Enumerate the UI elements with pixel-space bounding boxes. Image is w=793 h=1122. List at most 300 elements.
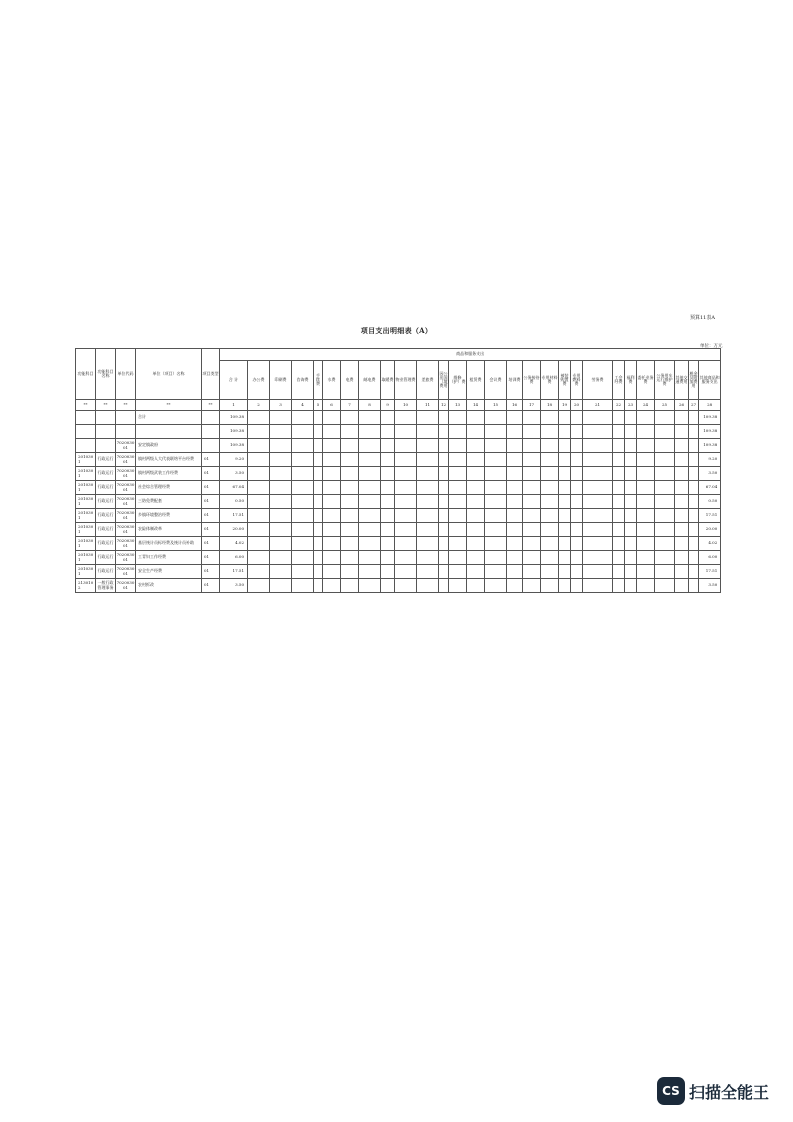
total-cell: 3.50 <box>220 579 248 593</box>
index-number-cell: 14 <box>467 400 485 411</box>
empty-cell <box>507 551 523 565</box>
index-number-cell: 23 <box>625 400 637 411</box>
empty-cell <box>359 537 381 551</box>
item-header-cell: 被装购置费 <box>559 361 571 400</box>
empty-cell <box>417 425 439 439</box>
empty-cell <box>571 509 583 523</box>
empty-cell <box>323 411 341 425</box>
project-type-cell: 01 <box>202 565 220 579</box>
table-row <box>76 453 721 467</box>
empty-cell <box>559 425 571 439</box>
empty-cell <box>507 411 523 425</box>
function-code-cell <box>76 439 96 453</box>
empty-cell <box>449 579 467 593</box>
empty-cell <box>523 565 541 579</box>
project-name-cell: 合计 <box>136 411 202 425</box>
project-name-cell: 安全生产经费 <box>136 565 202 579</box>
empty-cell <box>613 411 625 425</box>
empty-cell <box>485 509 507 523</box>
brand-logo <box>657 1077 769 1105</box>
header-cell: 单位代码 <box>116 349 136 400</box>
empty-cell <box>323 509 341 523</box>
empty-cell <box>541 537 559 551</box>
empty-cell <box>248 551 270 565</box>
empty-cell <box>467 467 485 481</box>
header-group: 商品和服务支出 <box>220 349 721 361</box>
empty-cell <box>637 425 655 439</box>
empty-cell <box>395 425 417 439</box>
function-code-cell: 2010301 <box>76 509 96 523</box>
empty-cell <box>689 425 699 439</box>
total-cell: 109.38 <box>220 439 248 453</box>
empty-cell <box>381 425 395 439</box>
empty-cell <box>625 495 637 509</box>
empty-cell <box>507 565 523 579</box>
empty-cell <box>467 481 485 495</box>
empty-cell <box>341 439 359 453</box>
empty-cell <box>270 411 292 425</box>
empty-cell <box>395 453 417 467</box>
empty-cell <box>467 453 485 467</box>
function-name-cell: 行政运行 <box>96 453 116 467</box>
empty-cell <box>341 481 359 495</box>
project-name-cell: 镇村两级武装工作经费 <box>136 467 202 481</box>
index-number-cell: 3 <box>270 400 292 411</box>
empty-cell <box>359 467 381 481</box>
empty-cell <box>559 551 571 565</box>
empty-cell <box>439 551 449 565</box>
project-name-cell: 乡镇环境整治经费 <box>136 509 202 523</box>
project-name-cell: 农险体制改革 <box>136 523 202 537</box>
item-header-cell: 印刷费 <box>270 361 292 400</box>
unit-code-cell <box>116 411 136 425</box>
empty-cell <box>689 467 699 481</box>
index-number-cell: 26 <box>675 400 689 411</box>
empty-cell <box>323 537 341 551</box>
empty-cell <box>523 411 541 425</box>
empty-cell <box>248 523 270 537</box>
empty-cell <box>541 467 559 481</box>
empty-cell <box>292 495 314 509</box>
unit-code-cell: 7020030 01 <box>116 523 136 537</box>
project-type-cell: 01 <box>202 509 220 523</box>
empty-cell <box>655 565 675 579</box>
empty-cell <box>637 467 655 481</box>
empty-cell <box>583 551 613 565</box>
empty-cell <box>583 565 613 579</box>
empty-cell <box>449 425 467 439</box>
project-type-cell: 01 <box>202 481 220 495</box>
empty-cell <box>625 481 637 495</box>
empty-cell <box>323 523 341 537</box>
empty-cell <box>449 439 467 453</box>
empty-cell <box>417 579 439 593</box>
empty-cell <box>559 411 571 425</box>
item-header-cell: 租赁费 <box>467 361 485 400</box>
empty-cell <box>675 453 689 467</box>
empty-cell <box>571 523 583 537</box>
empty-cell <box>270 537 292 551</box>
empty-cell <box>559 467 571 481</box>
empty-cell <box>541 439 559 453</box>
empty-cell <box>359 551 381 565</box>
empty-cell <box>439 453 449 467</box>
unit-code-cell: 7020030 01 <box>116 495 136 509</box>
empty-cell <box>467 425 485 439</box>
empty-cell <box>270 467 292 481</box>
empty-cell <box>541 523 559 537</box>
other-expense-cell: 109.38 <box>699 411 721 425</box>
empty-cell <box>507 453 523 467</box>
empty-cell <box>689 439 699 453</box>
index-number-cell: 25 <box>655 400 675 411</box>
empty-cell <box>523 523 541 537</box>
empty-cell <box>417 537 439 551</box>
empty-cell <box>270 481 292 495</box>
empty-cell <box>559 439 571 453</box>
total-cell: 20.00 <box>220 523 248 537</box>
index-number-cell: 15 <box>485 400 507 411</box>
empty-cell <box>541 453 559 467</box>
empty-cell <box>359 495 381 509</box>
item-header-cell: 差旅费 <box>417 361 439 400</box>
empty-cell <box>248 453 270 467</box>
index-number-cell: 11 <box>417 400 439 411</box>
index-number-cell: 16 <box>507 400 523 411</box>
empty-cell <box>381 495 395 509</box>
empty-cell <box>583 537 613 551</box>
empty-cell <box>625 453 637 467</box>
empty-cell <box>541 579 559 593</box>
empty-cell <box>359 523 381 537</box>
index-number-cell: 17 <box>523 400 541 411</box>
item-header-cell: 公务用车运行维护费 <box>655 361 675 400</box>
empty-cell <box>467 411 485 425</box>
empty-cell <box>449 537 467 551</box>
empty-cell <box>613 467 625 481</box>
empty-cell <box>541 425 559 439</box>
empty-cell <box>507 537 523 551</box>
empty-cell <box>439 425 449 439</box>
project-type-cell: 01 <box>202 579 220 593</box>
empty-cell <box>417 565 439 579</box>
empty-cell <box>381 579 395 593</box>
empty-cell <box>341 565 359 579</box>
index-number-cell: 18 <box>541 400 559 411</box>
table-row <box>76 495 721 509</box>
empty-cell <box>449 523 467 537</box>
empty-cell <box>583 509 613 523</box>
item-header-cell: 电费 <box>341 361 359 400</box>
empty-cell <box>292 467 314 481</box>
empty-cell <box>675 579 689 593</box>
table-row <box>76 425 721 439</box>
empty-cell <box>323 495 341 509</box>
empty-cell <box>583 439 613 453</box>
empty-cell <box>323 551 341 565</box>
empty-cell <box>323 481 341 495</box>
empty-cell <box>314 425 323 439</box>
project-name-cell: 农村拆改 <box>136 579 202 593</box>
empty-cell <box>485 425 507 439</box>
empty-cell <box>625 439 637 453</box>
empty-cell <box>675 523 689 537</box>
empty-cell <box>655 425 675 439</box>
empty-cell <box>449 551 467 565</box>
empty-cell <box>637 509 655 523</box>
project-type-cell: 01 <box>202 453 220 467</box>
empty-cell <box>359 481 381 495</box>
item-header-cell: 培训费 <box>507 361 523 400</box>
empty-cell <box>485 537 507 551</box>
item-header-cell: 工会经费 <box>613 361 625 400</box>
empty-cell <box>341 495 359 509</box>
empty-cell <box>523 467 541 481</box>
empty-cell <box>613 495 625 509</box>
empty-cell <box>381 537 395 551</box>
empty-cell <box>655 411 675 425</box>
index-number-cell: 10 <box>395 400 417 411</box>
unit-code-cell: 7020030 01 <box>116 467 136 481</box>
project-name-cell: 基层统计员标经费及统计员补助 <box>136 537 202 551</box>
function-code-cell: 2010301 <box>76 495 96 509</box>
empty-cell <box>467 551 485 565</box>
empty-cell <box>359 579 381 593</box>
empty-cell <box>559 509 571 523</box>
empty-cell <box>583 495 613 509</box>
empty-cell <box>381 565 395 579</box>
empty-cell <box>485 579 507 593</box>
empty-cell <box>613 523 625 537</box>
empty-cell <box>637 411 655 425</box>
empty-cell <box>675 495 689 509</box>
function-name-cell: 行政运行 <box>96 551 116 565</box>
empty-cell <box>523 495 541 509</box>
empty-cell <box>292 439 314 453</box>
empty-cell <box>467 537 485 551</box>
unit-code-cell <box>116 425 136 439</box>
empty-cell <box>248 439 270 453</box>
function-name-cell: 行政运行 <box>96 509 116 523</box>
empty-cell <box>689 495 699 509</box>
item-header-cell: 专用燃料费 <box>571 361 583 400</box>
index-number-cell: 1 <box>220 400 248 411</box>
total-cell: 6.00 <box>220 551 248 565</box>
empty-cell <box>323 439 341 453</box>
empty-cell <box>613 509 625 523</box>
empty-cell <box>675 481 689 495</box>
empty-cell <box>571 537 583 551</box>
empty-cell <box>613 425 625 439</box>
empty-cell <box>359 439 381 453</box>
header-row-1 <box>76 349 721 361</box>
item-header-cell: 税金及附加费用 <box>689 361 699 400</box>
empty-cell <box>507 523 523 537</box>
index-number-cell: 20 <box>571 400 583 411</box>
empty-cell <box>675 411 689 425</box>
total-cell: 4.02 <box>220 537 248 551</box>
empty-cell <box>395 579 417 593</box>
empty-cell <box>613 481 625 495</box>
empty-cell <box>507 467 523 481</box>
empty-cell <box>449 411 467 425</box>
empty-cell <box>689 481 699 495</box>
empty-cell <box>248 509 270 523</box>
index-number-cell: 27 <box>689 400 699 411</box>
item-header-cell: 劳务费 <box>583 361 613 400</box>
empty-cell <box>675 551 689 565</box>
item-header-cell: 办公费 <box>248 361 270 400</box>
empty-cell <box>655 537 675 551</box>
other-expense-cell: 109.38 <box>699 425 721 439</box>
empty-cell <box>323 565 341 579</box>
empty-cell <box>571 551 583 565</box>
form-number: 预算11表A <box>690 315 715 321</box>
empty-cell <box>314 495 323 509</box>
header-cell: 功能科目 <box>76 349 96 400</box>
empty-cell <box>270 509 292 523</box>
table-row <box>76 481 721 495</box>
empty-cell <box>292 425 314 439</box>
empty-cell <box>270 565 292 579</box>
project-name-cell: 工青妇工作经费 <box>136 551 202 565</box>
empty-cell <box>637 523 655 537</box>
item-header-cell: 其他交通费用 <box>675 361 689 400</box>
project-name-cell: 镇村两级人大代表联络平台经费 <box>136 453 202 467</box>
empty-cell <box>655 439 675 453</box>
item-header-cell: 合 计 <box>220 361 248 400</box>
empty-cell <box>541 565 559 579</box>
empty-cell <box>625 411 637 425</box>
function-code-cell <box>76 425 96 439</box>
empty-cell <box>248 425 270 439</box>
empty-cell <box>583 467 613 481</box>
item-header-cell: 公务接待费 <box>523 361 541 400</box>
empty-cell <box>655 481 675 495</box>
empty-cell <box>655 551 675 565</box>
empty-cell <box>381 439 395 453</box>
item-header-cell: 专用材料费 <box>541 361 559 400</box>
empty-cell <box>314 523 323 537</box>
table-row <box>76 565 721 579</box>
empty-cell <box>439 495 449 509</box>
empty-cell <box>571 411 583 425</box>
other-expense-cell: 9.20 <box>699 453 721 467</box>
function-name-cell <box>96 425 116 439</box>
unit-code-cell: 7020030 01 <box>116 453 136 467</box>
empty-cell <box>341 467 359 481</box>
empty-cell <box>675 565 689 579</box>
empty-cell <box>675 509 689 523</box>
other-expense-cell: 3.50 <box>699 467 721 481</box>
empty-cell <box>485 481 507 495</box>
empty-cell <box>314 551 323 565</box>
project-type-cell <box>202 439 220 453</box>
item-header-cell: 其他商品和服务支出 <box>699 361 721 400</box>
unit-code-cell: 7020030 01 <box>116 537 136 551</box>
index-star-cell: ** <box>116 400 136 411</box>
index-number-cell: 24 <box>637 400 655 411</box>
empty-cell <box>381 411 395 425</box>
empty-cell <box>314 537 323 551</box>
empty-cell <box>248 411 270 425</box>
empty-cell <box>467 509 485 523</box>
empty-cell <box>625 565 637 579</box>
empty-cell <box>613 565 625 579</box>
index-number-cell: 28 <box>699 400 721 411</box>
empty-cell <box>583 579 613 593</box>
other-expense-cell: 20.00 <box>699 523 721 537</box>
index-row <box>76 400 721 411</box>
other-expense-cell: 17.51 <box>699 509 721 523</box>
empty-cell <box>270 425 292 439</box>
item-header-cell: 维修（护）费 <box>449 361 467 400</box>
empty-cell <box>675 425 689 439</box>
empty-cell <box>323 453 341 467</box>
empty-cell <box>613 453 625 467</box>
index-number-cell: 7 <box>341 400 359 411</box>
item-header-cell: 会议费 <box>485 361 507 400</box>
empty-cell <box>395 537 417 551</box>
function-code-cell: 2010301 <box>76 453 96 467</box>
empty-cell <box>613 439 625 453</box>
index-number-cell: 8 <box>359 400 381 411</box>
empty-cell <box>689 523 699 537</box>
item-header-cell: 手续费 <box>314 361 323 400</box>
empty-cell <box>689 551 699 565</box>
empty-cell <box>395 565 417 579</box>
empty-cell <box>292 453 314 467</box>
empty-cell <box>689 509 699 523</box>
empty-cell <box>248 467 270 481</box>
empty-cell <box>341 453 359 467</box>
empty-cell <box>485 411 507 425</box>
empty-cell <box>675 537 689 551</box>
table-row <box>76 509 721 523</box>
empty-cell <box>523 537 541 551</box>
empty-cell <box>485 495 507 509</box>
unit-code-cell: 7020030 01 <box>116 565 136 579</box>
function-name-cell: 行政运行 <box>96 495 116 509</box>
table-row <box>76 523 721 537</box>
empty-cell <box>655 467 675 481</box>
empty-cell <box>395 523 417 537</box>
empty-cell <box>449 495 467 509</box>
empty-cell <box>467 565 485 579</box>
function-name-cell: 行政运行 <box>96 467 116 481</box>
empty-cell <box>637 439 655 453</box>
project-type-cell: 01 <box>202 537 220 551</box>
function-code-cell: 2010301 <box>76 467 96 481</box>
empty-cell <box>314 579 323 593</box>
empty-cell <box>395 509 417 523</box>
function-name-cell <box>96 439 116 453</box>
empty-cell <box>314 467 323 481</box>
empty-cell <box>359 565 381 579</box>
project-type-cell: 01 <box>202 467 220 481</box>
function-code-cell: 2010301 <box>76 481 96 495</box>
function-name-cell: 行政运行 <box>96 537 116 551</box>
empty-cell <box>270 551 292 565</box>
empty-cell <box>655 495 675 509</box>
empty-cell <box>417 481 439 495</box>
empty-cell <box>439 411 449 425</box>
unit-code-cell: 7020030 01 <box>116 551 136 565</box>
brand-name: 扫描全能王 <box>689 1082 770 1102</box>
empty-cell <box>485 453 507 467</box>
empty-cell <box>270 453 292 467</box>
index-star-cell: ** <box>202 400 220 411</box>
